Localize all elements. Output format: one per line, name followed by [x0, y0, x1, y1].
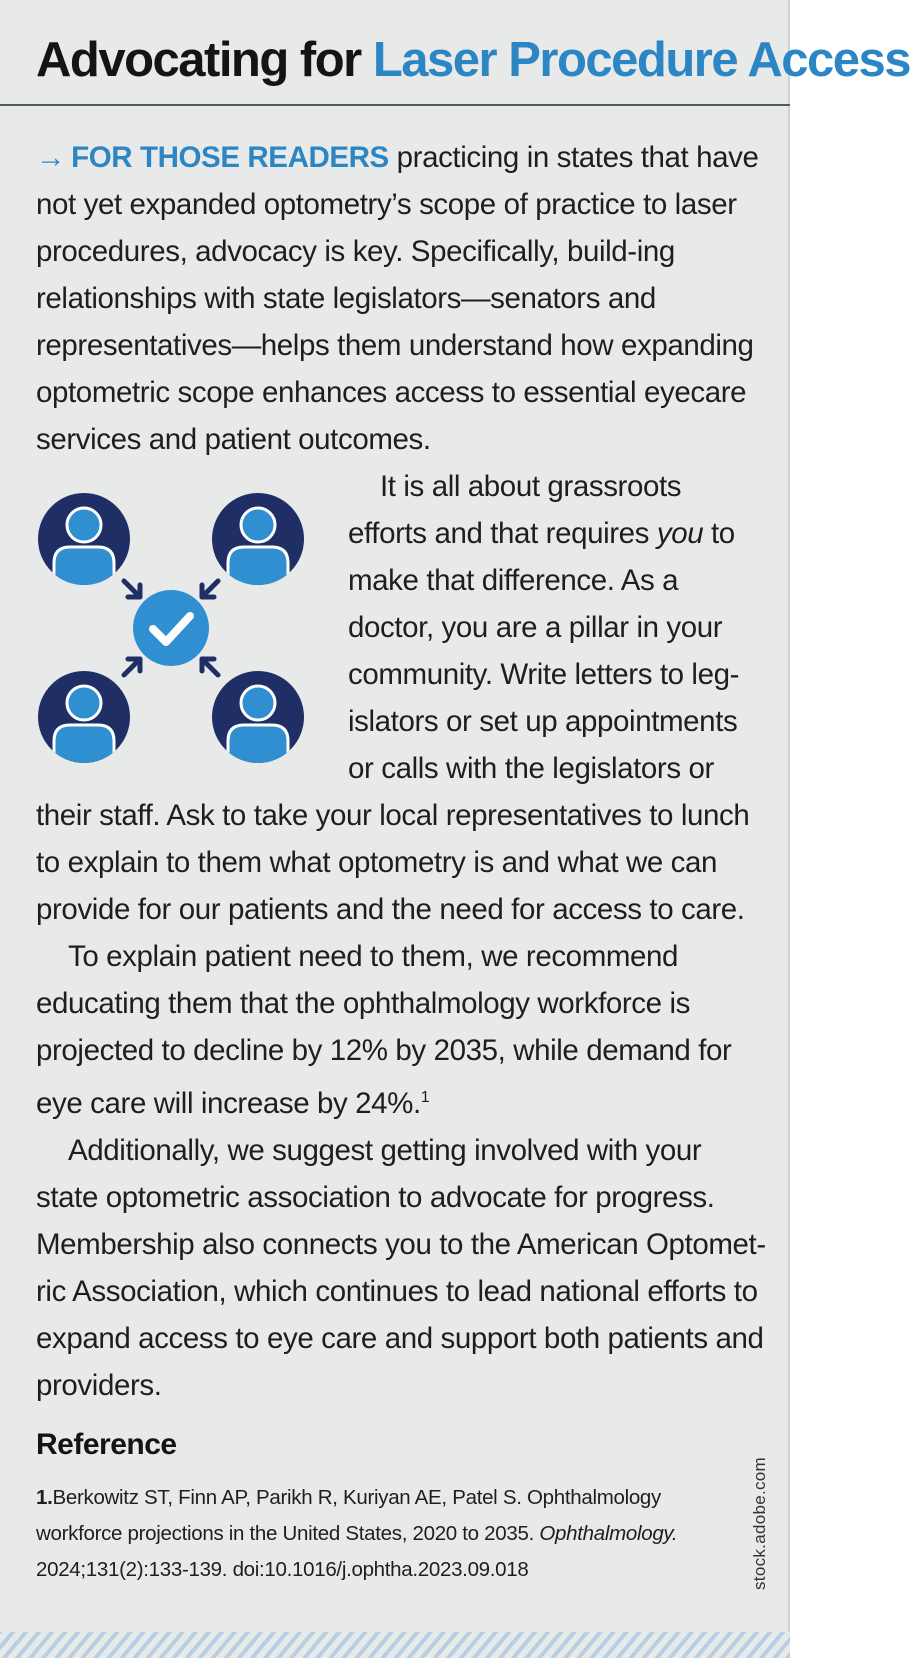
citation-marker: 1 — [420, 1089, 430, 1106]
paragraph-1 — [36, 134, 766, 463]
reference-heading: Reference — [36, 1428, 177, 1461]
reference-number: 1. — [36, 1486, 53, 1509]
article-body — [36, 134, 766, 1409]
reference-authors: Berkowitz ST, Finn AP, Parikh R, Kuriyan AE, Patel S. Ophthalmology workforce projections in the United States, 2020 to 2035. — [36, 1486, 661, 1545]
title-prefix: Advocating for — [36, 33, 373, 87]
paragraph-2-text-a: It is all about grassroots efforts and that requires — [348, 470, 682, 550]
paragraph-4-text: Additionally, we suggest getting involved with your state optometric association to advocate for progress. Membership also connects you to the American Optomet-ric Association, which continues to lead national efforts to expand access to eye care and support both patients and providers. — [36, 1133, 766, 1402]
title-accent: Laser Procedure Access — [372, 33, 910, 87]
reference-journal: Ophthalmology. — [539, 1522, 678, 1545]
reference-details: 2024;131(2):133-139. doi:10.1016/j.ophtha.2023.09.018 — [36, 1558, 529, 1581]
person-icon — [212, 671, 304, 765]
checkmark-icon — [133, 590, 209, 666]
person-icon — [38, 671, 130, 765]
reference-list — [36, 1480, 726, 1588]
paragraph-4 — [36, 1127, 766, 1409]
network-graphic — [36, 463, 336, 783]
advocacy-illustration — [36, 463, 336, 783]
decorative-stripe — [0, 1632, 790, 1658]
person-icon — [38, 493, 130, 587]
lead-in: FOR THOSE READERS — [71, 141, 389, 174]
paragraph-1-text: practicing in states that have not yet expanded optometry’s scope of practice to laser procedures, advocacy is key. Specifically, build-ing relationships with state legislators—senators and representatives—helps them understand how expanding optometric scope enhances access to essential eyecare services and patient outcomes. — [36, 141, 759, 456]
paragraph-2-emphasis: you — [656, 517, 704, 550]
page-title — [36, 30, 910, 90]
image-credit: stock.adobe.com — [750, 1456, 769, 1590]
arrow-right-icon: → — [36, 141, 66, 174]
reference-item — [36, 1480, 726, 1588]
person-icon — [212, 493, 304, 587]
title-bar — [0, 0, 910, 106]
paragraph-2-text-b: to make that difference. As a doctor, you are a pillar in your community. Write letters to leg-islators or set up appointments or calls with the legislators or their staff. Ask to take your local representatives to lunch to explain to them what optometry is and what we can provide for our patients and the need for access to care. — [36, 517, 750, 926]
paragraph-3 — [36, 933, 766, 1127]
paragraph-3-text: To explain patient need to them, we recommend educating them that the ophthalmology workforce is projected to decline by 12% by 2035, while demand for eye care will increase by 24%. — [36, 940, 732, 1120]
